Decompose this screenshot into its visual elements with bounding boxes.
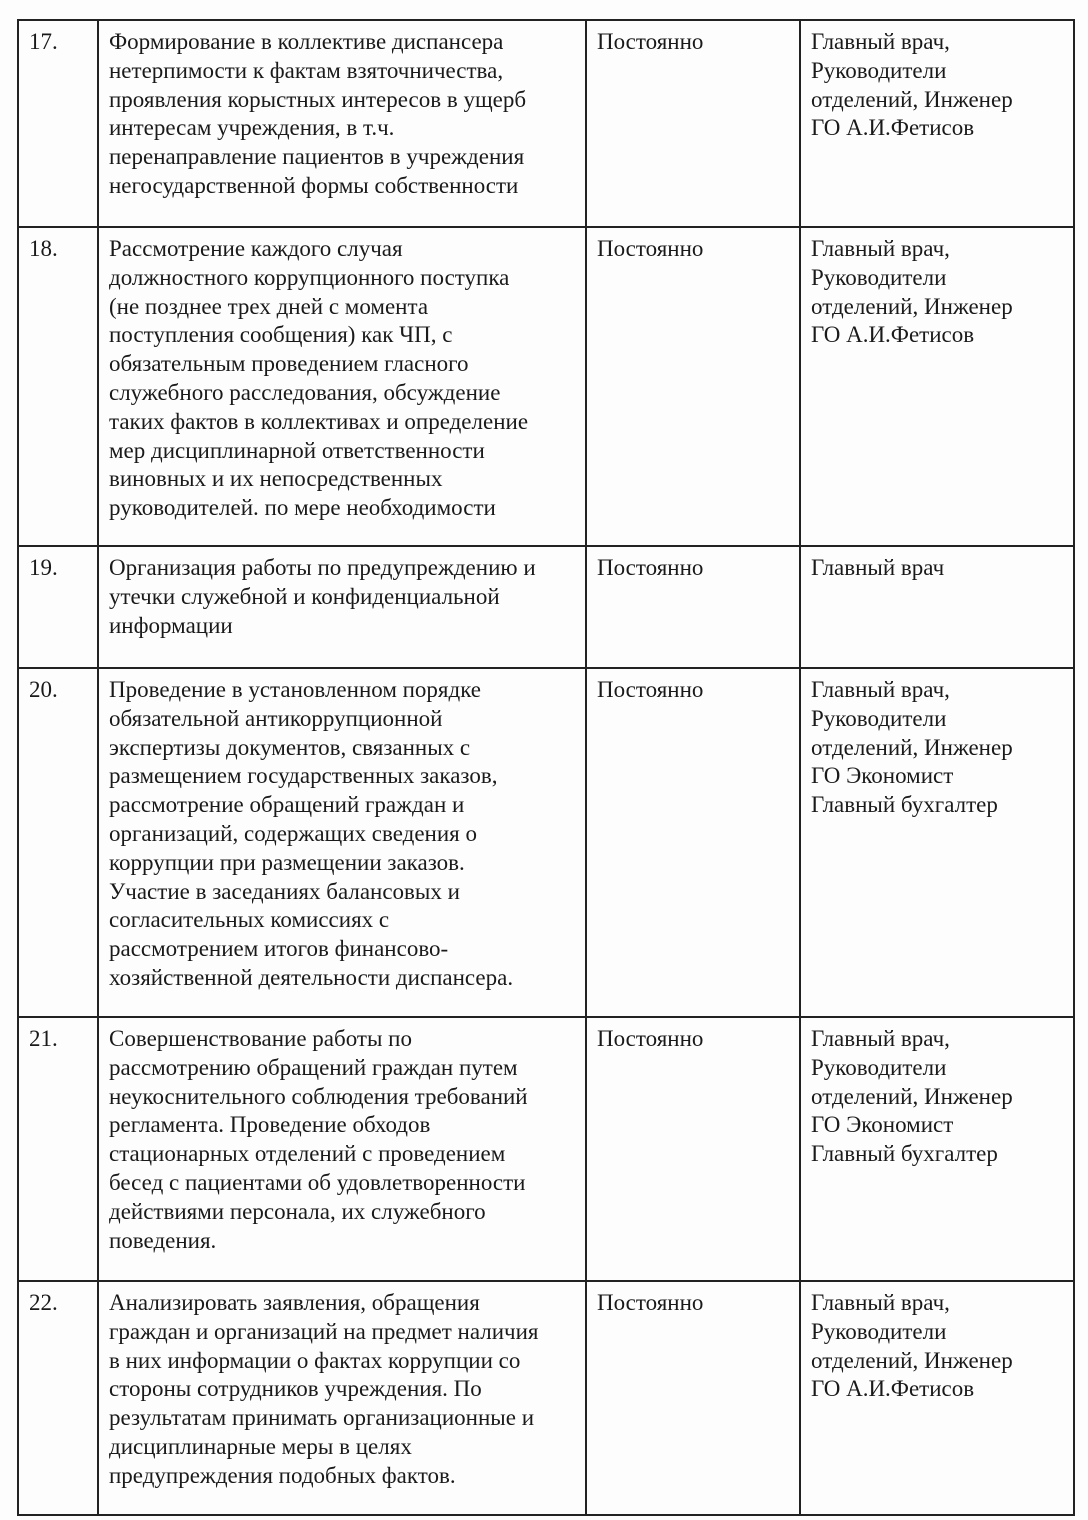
row-number: 18.	[18, 227, 98, 546]
responsible-cell: Главный врач	[800, 546, 1074, 668]
term-cell: Постоянно	[586, 1017, 800, 1281]
activity-cell: Формирование в коллективе диспансера нетерпимости к фактам взяточничества, проявления корыстных интересов в ущерб интересам учреждения, в т.ч. перенаправление пациентов в учреждения негосударственной формы собственности	[98, 20, 586, 227]
responsible-cell: Главный врач, Руководители отделений, Инженер ГО Экономист Главный бухгалтер	[800, 1017, 1074, 1281]
term-cell: Постоянно	[586, 668, 800, 1017]
activity-cell: Рассмотрение каждого случая должностного коррупционного поступка (не позднее трех дней с момента поступления сообщения) как ЧП, с обязательным проведением гласного служебного расследования, обсуждение таких фактов в коллективах и определение мер дисциплинарной ответственности виновных и их непосредственных руководителей. по мере необходимости	[98, 227, 586, 546]
row-number: 20.	[18, 668, 98, 1017]
term-cell: Постоянно	[586, 227, 800, 546]
anti-corruption-plan-table	[17, 19, 1075, 1516]
activity-cell: Анализировать заявления, обращения граждан и организаций на предмет наличия в них информации о фактах коррупции со стороны сотрудников учреждения. По результатам принимать организационные и дисциплинарные меры в целях предупреждения подобных фактов.	[98, 1281, 586, 1515]
activity-cell: Организация работы по предупреждению и утечки служебной и конфиденциальной информации	[98, 546, 586, 668]
table-row	[18, 20, 1074, 227]
activity-cell: Проведение в установленном порядке обязательной антикоррупционной экспертизы документов, связанных с размещением государственных заказов, рассмотрение обращений граждан и организаций, содержащих сведения о коррупции при размещении заказов. Участие в заседаниях балансовых и согласительных комиссиях с рассмотрением итогов финансово- хозяйственной деятельности диспансера.	[98, 668, 586, 1017]
term-text: Постоянно	[597, 1290, 704, 1315]
table-row	[18, 546, 1074, 668]
responsible-cell: Главный врач, Руководители отделений, Инженер ГО А.И.Фетисов	[800, 227, 1074, 546]
table-row	[18, 1017, 1074, 1281]
row-number: 21.	[18, 1017, 98, 1281]
row-number: 22.	[18, 1281, 98, 1515]
row-number: 17.	[18, 20, 98, 227]
term-cell	[586, 1281, 800, 1515]
activity-cell: Совершенствование работы по рассмотрению обращений граждан путем неукоснительного соблюдения требований регламента. Проведение обходов стационарных отделений с проведением бесед с пациентами об удовлетворенности действиями персонала, их служебного поведения.	[98, 1017, 586, 1281]
table-row	[18, 227, 1074, 546]
row-number: 19.	[18, 546, 98, 668]
responsible-cell: Главный врач, Руководители отделений, Инженер ГО А.И.Фетисов	[800, 20, 1074, 227]
responsible-cell: Главный врач, Руководители отделений, Инженер ГО А.И.Фетисов	[800, 1281, 1074, 1515]
table-row	[18, 1281, 1074, 1515]
table-row	[18, 668, 1074, 1017]
term-cell: Постоянно	[586, 20, 800, 227]
term-cell: Постоянно	[586, 546, 800, 668]
responsible-cell: Главный врач, Руководители отделений, Инженер ГО Экономист Главный бухгалтер	[800, 668, 1074, 1017]
